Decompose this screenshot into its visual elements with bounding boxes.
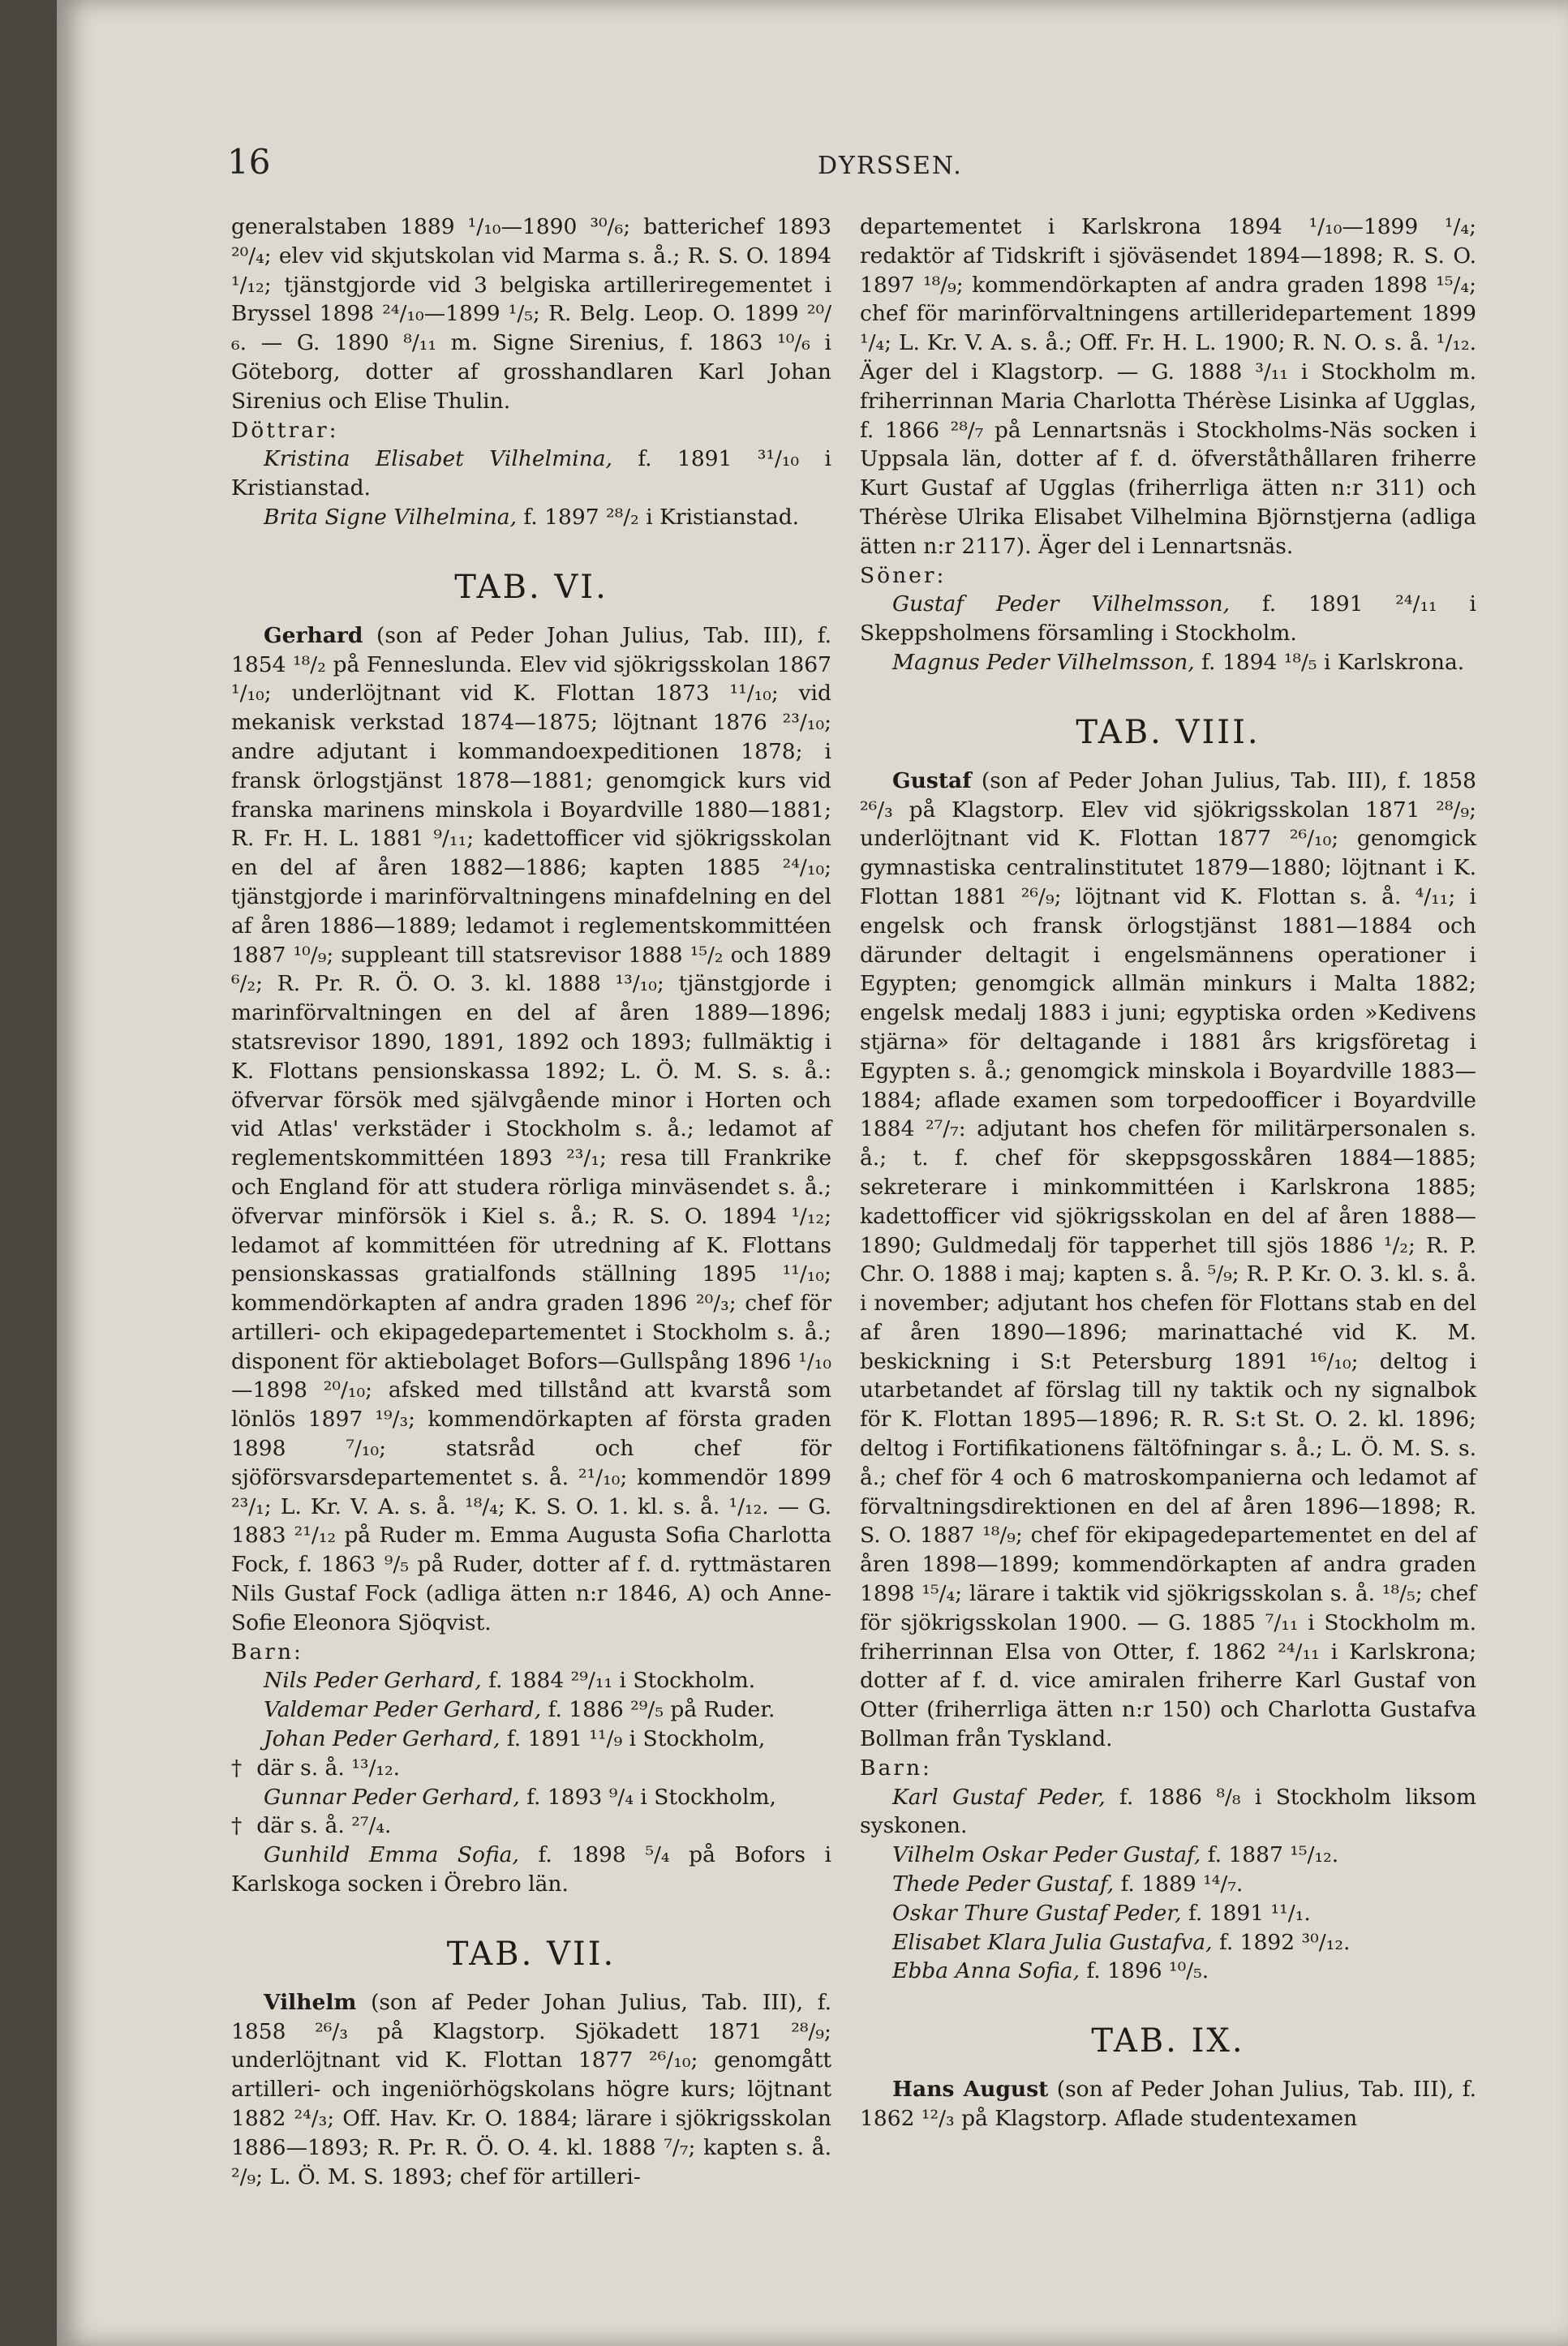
paragraph-continued: departementet i Karlskrona 1894 ¹/₁₀—1899 ¹/₄; redaktör af Tidskrift i sjöväsendet 1894—1898; R. S. O. 1897 ¹⁸/₉; kommendörkapten af andra graden 1898 ¹⁵/₄; chef för marinförvaltningens artilleridepartement 1899 ¹/₄; L. Kr. V. A. s. å.; Off. Fr. H. L. 1900; R. N. O. s. å. ¹/₁₂. Äger del i Klagstorp. — G. 1888 ³/₁₁ i Stockholm m. friherrinnan Maria Charlotta Thérèse Lisinka af Ugglas, f. 1866 ²⁸/₇ på Lennartsnäs i Stockholms-Näs socken i Uppsala län, dotter af f. d. öfverståthållaren friherre Kurt Gustaf af Ugglas (friherrliga ätten n:r 311) och Thérèse Ulrika Elisabet Vilhelmina Björnstjerna (adliga ätten n:r 2117). Äger del i Lennartsnäs. [860, 214, 1476, 559]
list-item: Vilhelm Oskar Peder Gustaf, f. 1887 ¹⁵/₁₂. [892, 1842, 1339, 1868]
death-note: † där s. å. ²⁷/₄. [231, 1813, 392, 1839]
page-number: 16 [227, 142, 271, 182]
book-page [57, 0, 1568, 2346]
list-item: Gunnar Peder Gerhard, f. 1893 ⁹/₄ i Stockholm, [264, 1784, 776, 1810]
list-item: Valdemar Peder Gerhard, f. 1886 ²⁹/₅ på Ruder. [264, 1697, 775, 1723]
section-heading-tab-ix: TAB. IX. [1091, 2022, 1245, 2060]
right-column [860, 213, 1476, 2133]
section-heading-tab-vii: TAB. VII. [446, 1935, 616, 1973]
daughters-label: Döttrar: [231, 417, 339, 443]
list-item: Oskar Thure Gustaf Peder, f. 1891 ¹¹/₁. [892, 1900, 1311, 1926]
children-label: Barn: [860, 1755, 932, 1781]
person-name: Gerhard [264, 622, 363, 648]
section-heading-tab-vi: TAB. VI. [454, 568, 608, 606]
person-name: Hans August [892, 2077, 1049, 2103]
death-note: † där s. å. ¹³/₁₂. [231, 1755, 401, 1781]
person-name: Vilhelm [264, 1989, 357, 2015]
list-item: Kristina Elisabet Vilhelmina, f. 1891 ³¹/₁₀ i Kristianstad. [231, 446, 831, 501]
list-item: Gunhild Emma Sofia, f. 1898 ⁵/₄ på Bofors i Karlskoga socken i Örebro län. [231, 1842, 831, 1897]
page-header [227, 142, 1493, 183]
list-item: Thede Peder Gustaf, f. 1889 ¹⁴/₇. [892, 1871, 1244, 1897]
child-name: Brita Signe Vilhelmina, [264, 504, 517, 530]
dagger-icon: † [231, 1755, 243, 1781]
list-item: Johan Peder Gerhard, f. 1891 ¹¹/₉ i Stockholm, [264, 1726, 766, 1752]
person-name: Gustaf [892, 767, 972, 793]
list-item: Nils Peder Gerhard, f. 1884 ²⁹/₁₁ i Stockholm. [264, 1668, 756, 1694]
list-item: Brita Signe Vilhelmina, f. 1897 ²⁸/₂ i Kristianstad. [264, 504, 800, 530]
paragraph-continued: generalstaben 1889 ¹/₁₀—1890 ³⁰/₆; batterichef 1893 ²⁰/₄; elev vid skjutskolan vid Marma s. å.; R. S. O. 1894 ¹/₁₂; tjänstgjorde vid 3 belgiska artilleriregementet i Bryssel 1898 ²⁴/₁₀—1899 ¹/₅; R. Belg. Leop. O. 1899 ²⁰/₆. — G. 1890 ⁸/₁₁ m. Signe Sirenius, f. 1863 ¹⁰/₆ i Göteborg, dotter af grosshandlaren Karl Johan Sirenius och Elise Thulin. [231, 214, 831, 414]
list-item: Elisabet Klara Julia Gustafva, f. 1892 ³⁰/₁₂. [892, 1929, 1351, 1955]
list-item: Gustaf Peder Vilhelmsson, f. 1891 ²⁴/₁₁ i Skeppsholmens församling i Stockholm. [860, 591, 1476, 647]
children-label: Barn: [231, 1639, 303, 1665]
list-item: Ebba Anna Sofia, f. 1896 ¹⁰/₅. [892, 1958, 1209, 1984]
section-heading-tab-viii: TAB. VIII. [1076, 713, 1261, 751]
sons-label: Söner: [860, 562, 947, 588]
list-item: Magnus Peder Vilhelmsson, f. 1894 ¹⁸/₅ i Karlskrona. [892, 649, 1465, 675]
list-item: Karl Gustaf Peder, f. 1886 ⁸/₈ i Stockholm liksom syskonen. [860, 1784, 1476, 1839]
entry-gerhard: Gerhard (son af Peder Johan Julius, Tab. III), f. 1854 ¹⁸/₂ på Fenneslunda. Elev vid sjökrigsskolan 1867 ¹/₁₀; underlöjtnant vid K. Flottan 1873 ¹¹/₁₀; vid mekanisk verkstad 1874—1875; löjtnant 1876 ²³/₁₀; andre adjutant i kommandoexpeditionen 1878; i fransk örlogstjänst 1878—1881; genomgick kurs vid franska marinens minskola i Boyardville 1880—1881; R. Fr. H. L. 1881 ⁹/₁₁; kadettofficer vid sjökrigsskolan en del af åren 1882—1886; kapten 1885 ²⁴/₁₀; tjänstgjorde i marinförvaltningens minafdelning en del af åren 1886—1889; ledamot i reglementskommittéen 1887 ¹⁰/₉; suppleant till statsrevisor 1888 ¹⁵/₂ och 1889 ⁶/₂; R. Pr. R. Ö. O. 3. kl. 1888 ¹³/₁₀; tjänstgjorde i marinförvaltningen en del af åren 1889—1896; statsrevisor 1890, 1891, 1892 och 1893; fullmäktig i K. Flottans pensionskassa 1892; L. Ö. M. S. s. å.: öfvervar försök med självgående minor i Horten och vid Atlas' verkstäder i Stockholm s. å.; ledamot af reglementskommittéen 1893 ²³/₁; resa till Frankrike och England för att studera rörliga minväsendet s. å.; öfvervar minförsök i Kiel s. å.; R. S. O. 1894 ¹/₁₂; ledamot af kommittéen för utredning af K. Flottans pensionskassas gratialfonds ställning 1895 ¹¹/₁₀; kommendörkapten af andra graden 1896 ²⁰/₃; chef för artilleri- och ekipagedepartementet i Stockholm s. å.; disponent för aktiebolaget Bofors—Gullspång 1896 ¹/₁₀—1898 ²⁰/₁₀; afsked med tillstånd att kvarstå som lönlös 1897 ¹⁹/₃; kommendörkapten af första graden 1898 ⁷/₁₀; statsråd och chef för sjöförsvarsdepartementet s. å. ²¹/₁₀; kommendör 1899 ²³/₁; L. Kr. V. A. s. å. ¹⁸/₄; K. S. O. 1. kl. s. å. ¹/₁₂. — G. 1883 ²¹/₁₂ på Ruder m. Emma Augusta Sofia Charlotta Fock, f. 1863 ⁹/₅ på Ruder, dotter af f. d. ryttmästaren Nils Gustaf Fock (adliga ätten n:r 1846, A) och Anne-Sofie Eleonora Sjöqvist. [231, 622, 831, 1635]
child-name: Kristina Elisabet Vilhelmina, [264, 446, 612, 472]
entry-gustaf: Gustaf (son af Peder Johan Julius, Tab. III), f. 1858 ²⁶/₃ på Klagstorp. Elev vid sjökrigsskolan 1871 ²⁸/₉; underlöjtnant vid K. Flottan 1877 ²⁶/₁₀; genomgick gymnastiska centralinstitutet 1879—1880; löjtnant i K. Flottan 1881 ²⁶/₉; löjtnant vid K. Flottan s. å. ⁴/₁₁; i engelsk och fransk örlogstjänst 1881—1884 och därunder deltagit i engelsmännens operationer i Egypten; genomgick allmän minkurs i Malta 1882; engelsk medalj 1883 i juni; egyptiska orden »Kedivens stjärna» för deltagande i 1881 års krigsföretag i Egypten s. å.; genomgick minskola i Boyardville 1883—1884; aflade examen som torpedoofficer i Boyardville 1884 ²⁷/₇: adjutant hos chefen för militärpersonalen s. å.; t. f. chef för skeppsgosskåren 1884—1885; sekreterare i minkommittéen i Karlskrona 1885; kadettofficer vid sjökrigsskolan en del af åren 1888—1890; Guldmedalj för tapperhet till sjös 1886 ¹/₂; R. P. Chr. O. 1888 i maj; kapten s. å. ⁵/₉; R. P. Kr. O. 3. kl. s. å. i november; adjutant hos chefen för Flottans stab en del af åren 1890—1896; marinattaché vid K. M. beskickning i S:t Petersburg 1891 ¹⁶/₁₀; deltog i utarbetandet af förslag till ny taktik och ny signalbok för K. Flottan 1895—1896; R. R. S:t St. O. 2. kl. 1896; deltog i Fortifikationens fältöfningar s. å.; L. Ö. M. S. s. å.; chef för 4 och 6 matroskompanierna och ledamot af förvaltningsdirektionen en del af åren 1896—1898; R. S. O. 1887 ¹⁸/₉; chef för ekipagedepartementet en del af åren 1898—1899; kommendörkapten af andra graden 1898 ¹⁵/₄; lärare i taktik vid sjökrigsskolan s. å. ¹⁸/₅; chef för sjökrigsskolan 1900. — G. 1885 ⁷/₁₁ i Stockholm m. friherrinnan Elsa von Otter, f. 1862 ²⁴/₁₁ i Karlskrona; dotter af f. d. vice amiralen friherre Karl Gustaf von Otter (friherrliga ätten n:r 150) och Charlotta Gustafva Bollman från Tyskland. [860, 767, 1476, 1752]
entry-hans-august: Hans August (son af Peder Johan Julius, Tab. III), f. 1862 ¹²/₃ på Klagstorp. Aflade studentexamen [860, 2077, 1477, 2132]
left-column [231, 213, 831, 2191]
entry-vilhelm: Vilhelm (son af Peder Johan Julius, Tab. III), f. 1858 ²⁶/₃ på Klagstorp. Sjökadett 1871 ²⁸/₉; underlöjtnant vid K. Flottan 1877 ²⁶/₁₀; genomgått artilleri- och ingeniörhögskolans högre kurs; löjtnant 1882 ²⁴/₃; Off. Hav. Kr. O. 1884; lärare i sjökrigsskolan 1886—1893; R. Pr. R. Ö. O. 4. kl. 1888 ⁷/₇; kapten s. å. ²/₉; L. Ö. M. S. 1893; chef för artilleri- [231, 1989, 831, 2189]
running-head: DYRSSEN. [818, 152, 963, 180]
dagger-icon: † [231, 1813, 243, 1839]
